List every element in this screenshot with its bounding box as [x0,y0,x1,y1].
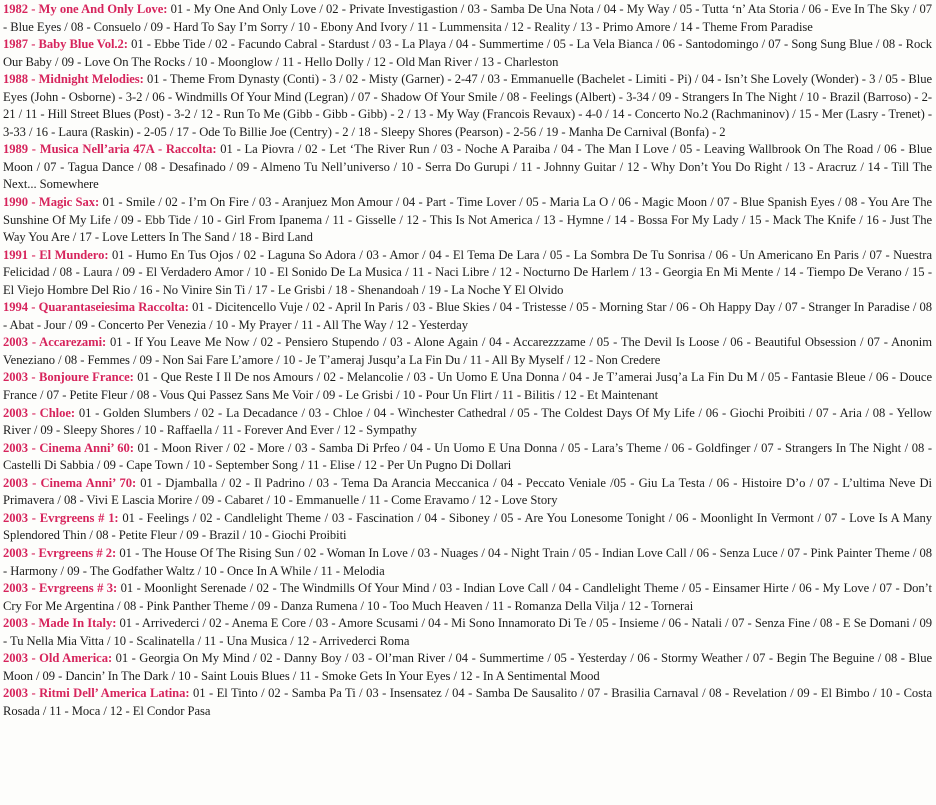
album-entry [3,369,932,404]
album-title: 1988 - Midnight Melodies: [3,72,144,87]
album-entry [3,71,932,141]
album-title: 1991 - El Mundero: [3,247,109,262]
album-entry [3,440,932,475]
album-title: 1994 - Quarantaseiesima Raccolta: [3,300,189,315]
track-list: 01 - Moonlight Serenade / 02 - The Windmills Of Your Mind / 03 - Indian Love Call / 04 - Candlelight Theme / 05 - Einsamer Hirte / 06 - My Love / 07 - Don’t Cry For Me Argentina / 08 - Pink Panther Theme / 09 - Danza Rumena / 10 - Too Much Heaven / 11 - Romanza Della Vilja / 12 - Tornerai [3,581,932,613]
album-title: 2003 - Made In Italy: [3,616,117,631]
track-list: 01 - Arrivederci / 02 - Anema E Core / 03 - Amore Scusami / 04 - Mi Sono Innamorato Di Te / 05 - Insieme / 06 - Natali / 07 - Senza Fine / 08 - E Se Domani / 09 - Tu Nella Mia Vitta / 10 - Scalinatella / 11 - Una Musica / 12 - Arrivederci Roma [3,616,932,648]
album-title: 2003 - Accarezami: [3,335,107,350]
album-title: 1989 - Musica Nell’aria 47A - Raccolta: [3,142,217,157]
album-entry [3,36,932,71]
album-entry [3,141,932,194]
track-list: 01 - Dicitencello Vuje / 02 - April In Paris / 03 - Blue Skies / 04 - Tristesse / 05 - Morning Star / 06 - Oh Happy Day / 07 - Stranger In Paradise / 08 - Abat - Jour / 09 - Concerto Per Venezia / 10 - My Prayer / 11 - All The Way / 12 - Yesterday [3,300,932,332]
track-list: 01 - Que Reste I Il De nos Amours / 02 - Melancolie / 03 - Un Uomo E Una Donna / 04 - Je T’amerai Jusq’a La Fin Du M / 05 - Fantasie Bleue / 06 - Douce France / 07 - Petite Fleur / 08 - Vous Qui Passez Sans Me Voir / 09 - Le Grisbi / 10 - Pour Un Flirt / 11 - Bilitis / 12 - Et Maintenant [3,370,932,403]
album-title: 1990 - Magic Sax: [3,195,100,210]
album-title: 2003 - Cinema Anni’ 70: [3,475,137,490]
track-list: 01 - Golden Slumbers / 02 - La Decadance / 03 - Chloe / 04 - Winchester Cathedral / 05 - The Coldest Days Of My Life / 06 - Giochi Proibiti / 07 - Aria / 08 - Yellow River / 09 - Sleepy Shores / 10 - Raffaella / 11 - Forever And Ever / 12 - Sympathy [3,405,932,438]
album-title: 2003 - Old America: [3,651,113,666]
track-list: 01 - Georgia On My Mind / 02 - Danny Boy / 03 - Ol’man River / 04 - Summertime / 05 - Yesterday / 06 - Stormy Weather / 07 - Begin The Beguine / 08 - Blue Moon / 09 - Dancin’ In The Dark / 10 - Saint Louis Blues / 11 - Smoke Gets In Your Eyes / 12 - In A Sentimental Mood [3,651,932,683]
album-title: 2003 - Ritmi Dell’ America Latina: [3,686,190,701]
track-list: 01 - My One And Only Love / 02 - Private Investigastion / 03 - Samba De Una Nota / 04 - My Way / 05 - Tutta ‘n’ Ata Storia / 06 - Eve In The Sky / 07 - Blue Eyes / 08 - Consuelo / 09 - Hard To Say I’m Sorry / 10 - Ebony And Ivory / 11 - Lummensita / 12 - Reality / 13 - Primo Amore / 14 - Theme From Paradise [3,2,932,34]
album-title: 1982 - My one And Only Love: [3,2,168,16]
album-entry [3,545,932,580]
album-entry [3,194,932,247]
album-entry [3,510,932,545]
album-entry [3,580,932,615]
album-title: 2003 - Cinema Anni’ 60: [3,440,134,455]
track-list: 01 - Smile / 02 - I’m On Fire / 03 - Aranjuez Mon Amour / 04 - Part - Time Lover / 05 - Maria La O / 06 - Magic Moon / 07 - Blue Spanish Eyes / 08 - You Are The Sunshine Of My Life / 09 - Ebb Tide / 10 - Girl From Ipanema / 11 - Gisselle / 12 - This Is Not America / 13 - Hymne / 14 - Bossa For My Lady / 15 - Mack The Knife / 16 - Just The Way You Are / 17 - Love Letters In The Sand / 18 - Bird Land [3,195,932,245]
album-entry [3,405,932,440]
track-list: 01 - Djamballa / 02 - Il Padrino / 03 - Tema Da Arancia Meccanica / 04 - Peccato Veniale /05 - Giu La Testa / 06 - Histoire D’o / 07 - L’ultima Neve Di Primavera / 08 - Vivi E Lascia Morire / 09 - Cabaret / 10 - Emmanuelle / 11 - Come Eravamo / 12 - Love Story [3,475,932,508]
album-entry [3,1,932,36]
track-list: 01 - Moon River / 02 - More / 03 - Samba Di Prfeo / 04 - Un Uomo E Una Donna / 05 - Lara’s Theme / 06 - Goldfinger / 07 - Strangers In The Night / 08 - Castelli Di Sabbia / 09 - Cape Town / 10 - September Song / 11 - Elise / 12 - Per Un Pugno Di Dollari [3,440,932,473]
album-entry [3,475,932,510]
track-list: 01 - Ebbe Tide / 02 - Facundo Cabral - Stardust / 03 - La Playa / 04 - Summertime / 05 - La Vela Bianca / 06 - Santodomingo / 07 - Song Sung Blue / 08 - Rock Our Baby / 09 - Love On The Rocks / 10 - Moonglow / 11 - Hello Dolly / 12 - Old Man River / 13 - Charleston [3,37,932,69]
track-list: 01 - If You Leave Me Now / 02 - Pensiero Stupendo / 03 - Alone Again / 04 - Accarezzzame / 05 - The Devil Is Loose / 06 - Beautiful Obsession / 07 - Anonim Veneziano / 08 - Femmes / 09 - Non Sai Fare L’amore / 10 - Je T’ameraj Jusqu’a La Fin Du / 11 - All By Myself / 12 - Non Credere [3,335,932,367]
track-list: 01 - Humo En Tus Ojos / 02 - Laguna So Adora / 03 - Amor / 04 - El Tema De Lara / 05 - La Sombra De Tu Sonrisa / 06 - Un Americano En Paris / 07 - Nuestra Felicidad / 08 - Laura / 09 - El Verdadero Amor / 10 - El Sonido De La Musica / 11 - Naci Libre / 12 - Nocturno De Harlem / 13 - Georgia En Mi Mente / 14 - Tiempo De Verano / 15 - El Viejo Hombre Del Rio / 16 - No Vinire Sin Ti / 17 - Le Grisbi / 18 - Shenandoah / 19 - La Noche Y El Olvido [3,247,932,297]
track-list: 01 - Feelings / 02 - Candlelight Theme / 03 - Fascination / 04 - Siboney / 05 - Are You Lonesome Tonight / 06 - Moonlight In Vermont / 07 - Love Is A Many Splendored Thin / 08 - Petite Fleur / 09 - Brazil / 10 - Giochi Proibiti [3,510,932,543]
album-title: 2003 - Bonjoure France: [3,370,134,385]
album-entry [3,650,932,685]
album-title: 2003 - Evrgreens # 3: [3,581,118,596]
album-title: 1987 - Baby Blue Vol.2: [3,37,128,52]
album-title: 2003 - Evrgreens # 1: [3,510,119,525]
album-entry [3,334,932,369]
track-list: 01 - El Tinto / 02 - Samba Pa Ti / 03 - Insensatez / 04 - Samba De Sausalito / 07 - Brasilia Carnaval / 08 - Revelation / 09 - El Bimbo / 10 - Costa Rosada / 11 - Moca / 12 - El Condor Pasa [3,686,932,718]
album-entry [3,685,932,720]
album-title: 2003 - Evrgreens # 2: [3,545,117,560]
track-list: 01 - Theme From Dynasty (Conti) - 3 / 02 - Misty (Garner) - 2-47 / 03 - Emmanuelle (Bachelet - Limiti - Pi) / 04 - Isn’t She Lovely (Wonder) - 3 / 05 - Blue Eyes (John - Osborne) - 3-2 / 06 - Windmills Of Your Mind (Legran) / 07 - Shadow Of Your Smile / 08 - Feelings (Albert) - 3-34 / 09 - Strangers In The Night / 10 - Brazil (Barroso) - 2-21 / 11 - Hill Street Blues (Post) - 3-2 / 12 - Run To Me (Gibb - Gibb - Gibb) - 2 / 13 - My Way (Francois Revaux) - 4-0 / 14 - Concerto No.2 (Rachmaninov) / 15 - Mer (Lasry - Trenet) - 3-33 / 16 - Laura (Raskin) - 2-05 / 17 - Ode To Billie Joe (Centry) - 2 / 18 - Sleepy Shores (Pearson) - 2-56 / 19 - Manha De Carnival (Bonfa) - 2 [3,72,932,139]
album-entry [3,615,932,650]
track-list: 01 - La Piovra / 02 - Let ‘The River Run / 03 - Noche A Paraiba / 04 - The Man I Love / 05 - Leaving Wallbrook On The Road / 06 - Blue Moon / 07 - Tagua Dance / 08 - Desafinado / 09 - Almeno Tu Nell’universo / 10 - Serra Do Gurupi / 11 - Johnny Guitar / 12 - Why Don’t You Do Right / 13 - Aracruz / 14 - Till The Next... Somewhere [3,142,933,192]
album-entry [3,247,932,300]
album-entry [3,299,932,334]
track-list: 01 - The House Of The Rising Sun / 02 - Woman In Love / 03 - Nuages / 04 - Night Train / 05 - Indian Love Call / 06 - Senza Luce / 07 - Pink Painter Theme / 08 - Harmony / 09 - The Godfather Waltz / 10 - Once In A While / 11 - Melodia [3,545,932,578]
album-title: 2003 - Chloe: [3,405,76,420]
